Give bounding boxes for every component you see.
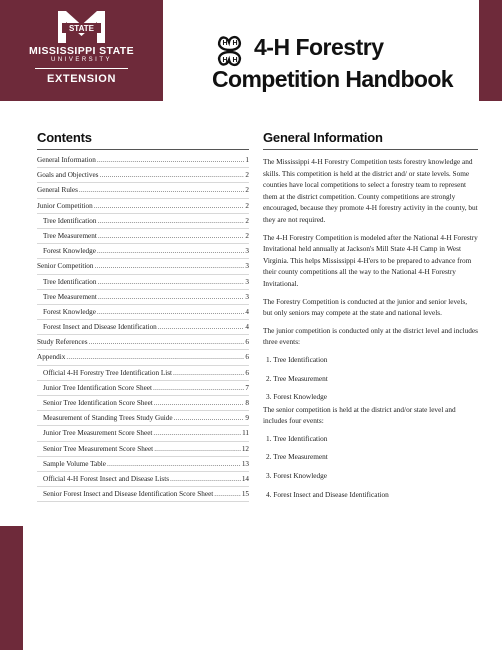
toc-entry-page: 1 (245, 156, 249, 164)
toc-entry-page: 6 (245, 338, 249, 347)
toc-entry-label: Junior Tree Identification Score Sheet (43, 383, 152, 392)
toc-entry-label: Senior Competition (37, 262, 94, 271)
toc-entry[interactable] (37, 168, 249, 183)
toc-leader-dots (79, 183, 244, 197)
paragraph: The Forestry Competition is conducted at the junior and senior levels, but only seniors may compete at the state and national levels. (263, 296, 468, 318)
toc-entry[interactable] (37, 153, 249, 168)
toc-entry-page: 8 (245, 399, 249, 407)
toc-entry-label: Measurement of Standing Trees Study Guide (43, 414, 173, 423)
toc-entry[interactable] (37, 214, 249, 229)
general-heading: General Information (263, 130, 383, 145)
paragraph: The Mississippi 4-H Forestry Competition tests forestry knowledge and skills. This competition is held at the district and/ or state levels. Some counties have local competitions to select a forestry team to represent them at the district competition. County competitions are strongly encouraged, because they promote 4-H forestry activity in the county, but they are not required. (263, 157, 478, 224)
toc-entry-page: 15 (241, 490, 249, 499)
toc-entry-label: Senior Tree Identification Score Sheet (43, 399, 153, 407)
toc-entry[interactable] (37, 229, 249, 244)
toc-entry-label: Sample Volume Table (43, 459, 106, 468)
toc-entry-page: 3 (245, 277, 249, 286)
svg-text:H: H (232, 40, 238, 47)
svg-text:H: H (232, 57, 238, 64)
toc-list (37, 153, 249, 502)
toc-entry-page: 2 (245, 216, 249, 225)
toc-leader-dots (107, 457, 241, 471)
list-item: 2. Tree Measurement (266, 452, 328, 462)
toc-entry-page: 3 (245, 247, 249, 256)
contents-divider (37, 149, 249, 150)
general-information-section (263, 130, 478, 507)
toc-entry[interactable] (37, 290, 249, 305)
toc-entry[interactable] (37, 426, 249, 441)
toc-leader-dots (97, 214, 244, 228)
toc-entry-page: 7 (245, 383, 249, 392)
msu-extension-logo (0, 0, 163, 101)
toc-entry[interactable] (37, 350, 249, 365)
toc-leader-dots (154, 442, 241, 456)
toc-entry-label: General Rules (37, 186, 78, 195)
toc-entry-label: Appendix (37, 353, 66, 362)
toc-leader-dots (154, 396, 245, 410)
toc-leader-dots (98, 290, 245, 304)
toc-entry[interactable] (37, 472, 249, 487)
toc-entry-page: 2 (245, 231, 249, 240)
toc-entry[interactable] (37, 487, 249, 502)
toc-leader-dots (94, 199, 245, 213)
junior-events-list (263, 354, 478, 403)
toc-entry-label: Junior Tree Measurement Score Sheet (43, 429, 153, 438)
document-title-line1: 4-H Forestry (254, 34, 384, 60)
toc-entry-label: Tree Identification (43, 216, 97, 225)
toc-entry[interactable] (37, 199, 249, 214)
toc-entry-label: Official 4-H Forest Insect and Disease Lists (43, 474, 170, 483)
toc-leader-dots (173, 366, 244, 380)
document-title-line2: Competition Handbook (212, 66, 453, 92)
toc-leader-dots (89, 335, 245, 349)
toc-entry-label: Official 4-H Forestry Tree Identification List (43, 368, 173, 377)
list-item: 1. Tree Identification (266, 354, 328, 364)
list-item: 3. Forest Knowledge (266, 392, 328, 402)
toc-leader-dots (170, 472, 241, 486)
toc-entry[interactable] (37, 183, 249, 198)
toc-entry-page: 2 (245, 186, 249, 195)
toc-leader-dots (95, 259, 245, 273)
toc-entry-page: 4 (245, 323, 249, 332)
toc-entry[interactable] (37, 442, 249, 457)
toc-entry-page: 2 (245, 171, 249, 180)
bottom-left-accent-bar (0, 526, 23, 650)
toc-leader-dots (97, 153, 245, 167)
toc-entry-label: Senior Forest Insect and Disease Identification Score Sheet (43, 490, 214, 499)
toc-entry-label: Forest Knowledge (43, 247, 96, 256)
top-right-accent-bar (479, 0, 502, 101)
paragraph: The 4-H Forestry Competition is modeled after the National 4-H Forestry Invitational held annually at Jackson's Mill State 4-H Camp in West Virginia. This helps Mississippi 4-H'ers to be prepared to advance from their county competitions all the way to the National 4-H Forestry Invitational. (263, 232, 478, 288)
svg-text:H: H (222, 57, 228, 64)
toc-leader-dots (153, 381, 244, 395)
toc-entry[interactable] (37, 244, 249, 259)
toc-entry[interactable] (37, 381, 249, 396)
list-item: 1. Tree Identification (266, 433, 328, 443)
toc-entry-label: Tree Measurement (43, 231, 97, 240)
toc-entry-page: 12 (241, 444, 249, 453)
paragraph: The senior competition is held at the district and/or state level and includes four events: (263, 404, 456, 426)
toc-entry-page: 11 (242, 429, 249, 438)
four-leaf-clover-icon (212, 33, 248, 69)
toc-entry-page: 3 (245, 262, 249, 271)
toc-entry[interactable] (37, 275, 249, 290)
toc-entry-page: 6 (245, 353, 249, 362)
toc-entry[interactable] (37, 411, 249, 426)
toc-entry[interactable] (37, 396, 249, 411)
university-word: UNIVERSITY (50, 57, 112, 63)
toc-leader-dots (158, 320, 245, 334)
toc-leader-dots (97, 244, 245, 258)
brand-divider (35, 68, 128, 69)
toc-entry-label: Study References (37, 338, 88, 347)
toc-entry-label: Senior Tree Measurement Score Sheet (43, 444, 154, 453)
toc-entry-label: Tree Identification (43, 277, 97, 286)
senior-events-list (263, 433, 478, 500)
toc-leader-dots (153, 426, 241, 440)
toc-leader-dots (98, 229, 245, 243)
toc-entry-label: Goals and Objectives (37, 171, 99, 180)
toc-entry-page: 2 (245, 201, 249, 210)
toc-entry[interactable] (37, 259, 249, 274)
list-item: 4. Forest Insect and Disease Identification (266, 489, 389, 499)
list-item: 3. Forest Knowledge (266, 471, 328, 481)
toc-leader-dots (97, 275, 244, 289)
logo-state-text: STATE (68, 24, 95, 34)
toc-entry-label: General Information (37, 156, 96, 164)
toc-entry[interactable] (37, 457, 249, 472)
toc-entry-page: 4 (245, 307, 249, 316)
toc-leader-dots (174, 411, 245, 425)
toc-entry[interactable] (37, 366, 249, 381)
svg-text:H: H (222, 40, 228, 47)
toc-entry-page: 13 (241, 459, 249, 468)
toc-entry-page: 14 (241, 474, 249, 483)
extension-label: EXTENSION (47, 73, 116, 85)
toc-leader-dots (99, 168, 244, 182)
general-divider (263, 149, 478, 150)
msu-m-logo-icon (0, 9, 163, 45)
toc-entry[interactable] (37, 305, 249, 320)
toc-leader-dots (66, 350, 244, 364)
toc-entry-label: Forest Knowledge (43, 307, 96, 316)
toc-entry[interactable] (37, 335, 249, 350)
toc-entry-label: Forest Insect and Disease Identification (43, 323, 157, 332)
toc-entry-page: 3 (245, 292, 249, 301)
contents-heading: Contents (37, 130, 92, 145)
toc-entry-page: 6 (245, 368, 249, 377)
table-of-contents (37, 130, 249, 502)
toc-entry-label: Tree Measurement (43, 292, 97, 301)
list-item: 2. Tree Measurement (266, 373, 328, 383)
toc-leader-dots (97, 305, 245, 319)
toc-entry-label: Junior Competition (37, 201, 93, 210)
university-name: MISSISSIPPI STATE (28, 45, 134, 57)
toc-entry-page: 9 (245, 414, 249, 423)
toc-entry[interactable] (37, 320, 249, 335)
toc-leader-dots (214, 487, 241, 501)
paragraph: The junior competition is conducted only at the district level and includes three events: (263, 325, 479, 347)
